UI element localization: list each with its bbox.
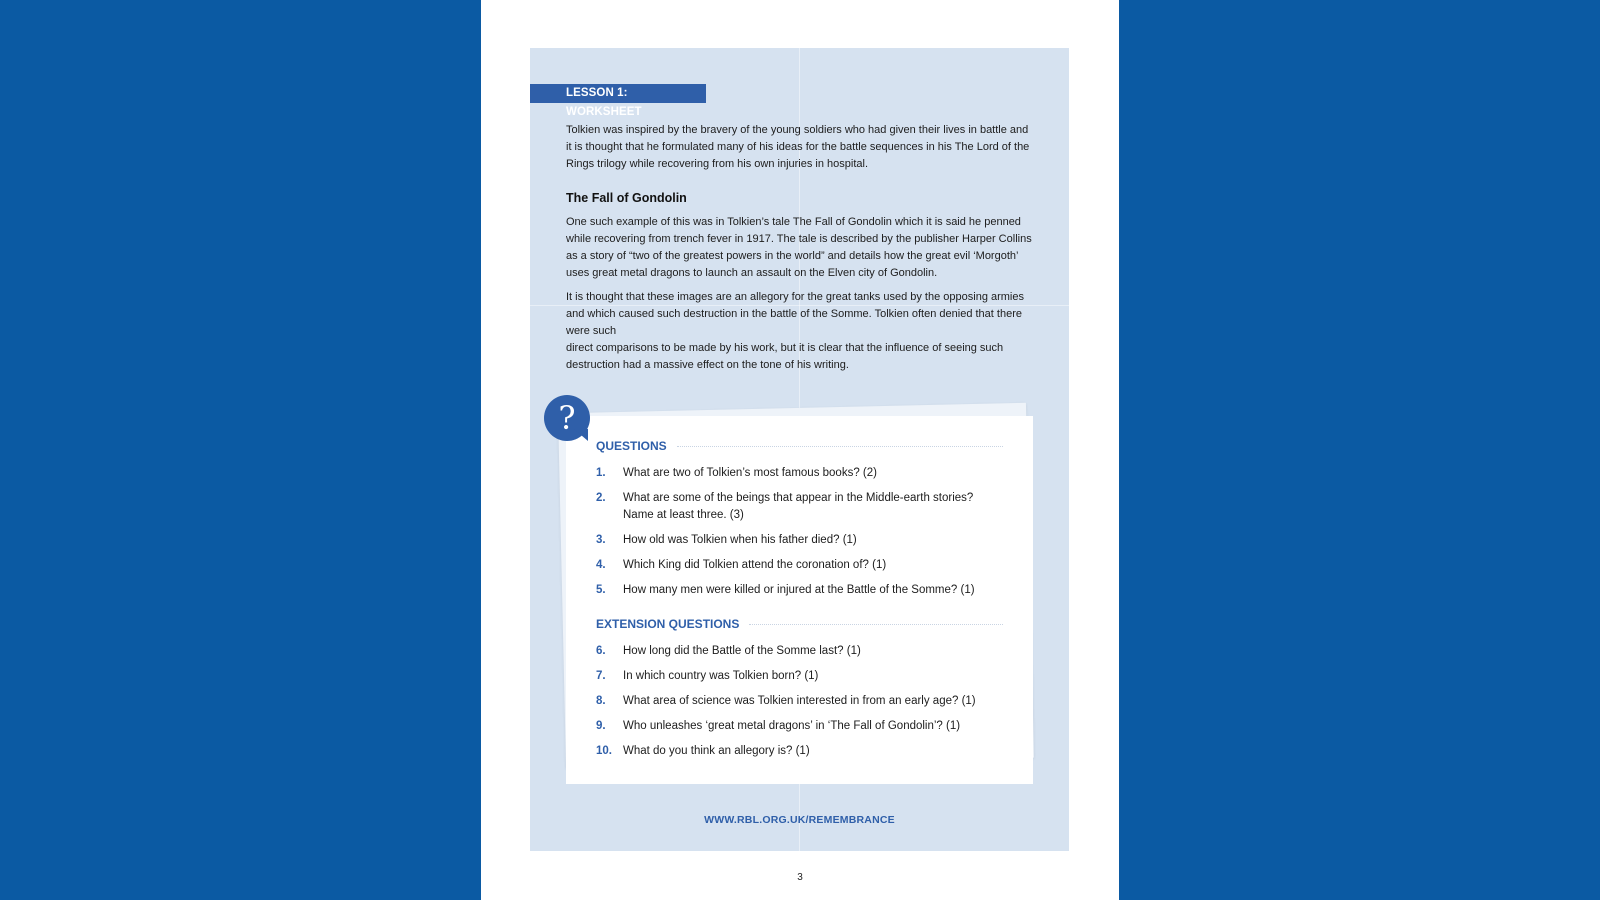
question-number: 1. xyxy=(596,467,606,479)
question-item xyxy=(596,532,1006,549)
extension-item xyxy=(596,693,1006,710)
worksheet-panel xyxy=(530,48,1069,851)
question-text: How many men were killed or injured at the Battle of the Somme? (1) xyxy=(623,584,975,596)
questions-heading xyxy=(596,439,1003,453)
question-text: How long did the Battle of the Somme last? (1) xyxy=(623,645,861,657)
question-item xyxy=(596,490,1006,524)
lesson-tag: LESSON 1: WORKSHEET xyxy=(530,84,706,103)
question-item xyxy=(596,582,1006,599)
question-text: What are two of Tolkien’s most famous books? (2) xyxy=(623,467,877,479)
question-text: Which King did Tolkien attend the coronation of? (1) xyxy=(623,559,887,571)
allegory-paragraph-part2: direct comparisons to be made by his work, but it is clear that the influence of seeing such destruction had a massive effect on the tone of his writing. xyxy=(566,342,1004,371)
question-number: 8. xyxy=(596,695,606,707)
allegory-paragraph-part1: It is thought that these images are an allegory for the great tanks used by the opposing armies and which caused such destruction in the battle of the Somme. Tolkien often denied that there were such xyxy=(566,291,1024,337)
question-number: 2. xyxy=(596,492,606,504)
question-number: 3. xyxy=(596,534,606,546)
question-mark-icon: ? xyxy=(544,395,590,441)
question-text: In which country was Tolkien born? (1) xyxy=(623,670,819,682)
footer-url[interactable]: WWW.RBL.ORG.UK/REMEMBRANCE xyxy=(704,814,895,826)
questions-card xyxy=(566,416,1033,784)
extension-item xyxy=(596,668,1006,685)
question-text: Who unleashes ‘great metal dragons’ in ‘The Fall of Gondolin’? (1) xyxy=(623,720,961,732)
page-number: 3 xyxy=(797,872,803,883)
extension-item xyxy=(596,643,1006,660)
question-item xyxy=(596,557,1006,574)
gondolin-paragraph: One such example of this was in Tolkien’s tale The Fall of Gondolin which it is said he penned while recovering from trench fever in 1917. The tale is described by the publisher Harper Collins as a story of “two of the greatest powers in the world” and details how the great evil ‘Morgoth’ uses great metal dragons to launch an assault on the Elven city of Gondolin. xyxy=(566,216,1032,279)
question-number: 5. xyxy=(596,584,606,596)
speech-bubble-tail xyxy=(574,429,588,441)
question-text: What area of science was Tolkien interested in from an early age? (1) xyxy=(623,695,976,707)
question-text: What are some of the beings that appear in the Middle-earth stories? Name at least three. (3) xyxy=(623,492,974,521)
question-item xyxy=(596,465,1006,482)
extension-item xyxy=(596,743,1006,760)
question-number: 9. xyxy=(596,720,606,732)
section-heading: The Fall of Gondolin xyxy=(566,191,687,205)
allegory-paragraph xyxy=(566,289,1036,374)
extension-item xyxy=(596,718,1006,735)
question-number: 10. xyxy=(596,745,612,757)
question-text: How old was Tolkien when his father died? (1) xyxy=(623,534,857,546)
question-number: 6. xyxy=(596,645,606,657)
intro-paragraph: Tolkien was inspired by the bravery of the young soldiers who had given their lives in battle and it is thought that he formulated many of his ideas for the battle sequences in his The Lord of the Rings trilogy while recovering from his own injuries in hospital. xyxy=(566,124,1030,170)
questions-heading-rule xyxy=(677,446,1003,447)
extension-heading-label: EXTENSION QUESTIONS xyxy=(596,617,740,631)
document-page xyxy=(481,0,1119,900)
question-text: What do you think an allegory is? (1) xyxy=(623,745,810,757)
extension-heading-rule xyxy=(749,624,1003,625)
extension-heading xyxy=(596,617,1003,631)
question-number: 4. xyxy=(596,559,606,571)
question-number: 7. xyxy=(596,670,606,682)
questions-heading-label: QUESTIONS xyxy=(596,439,667,453)
